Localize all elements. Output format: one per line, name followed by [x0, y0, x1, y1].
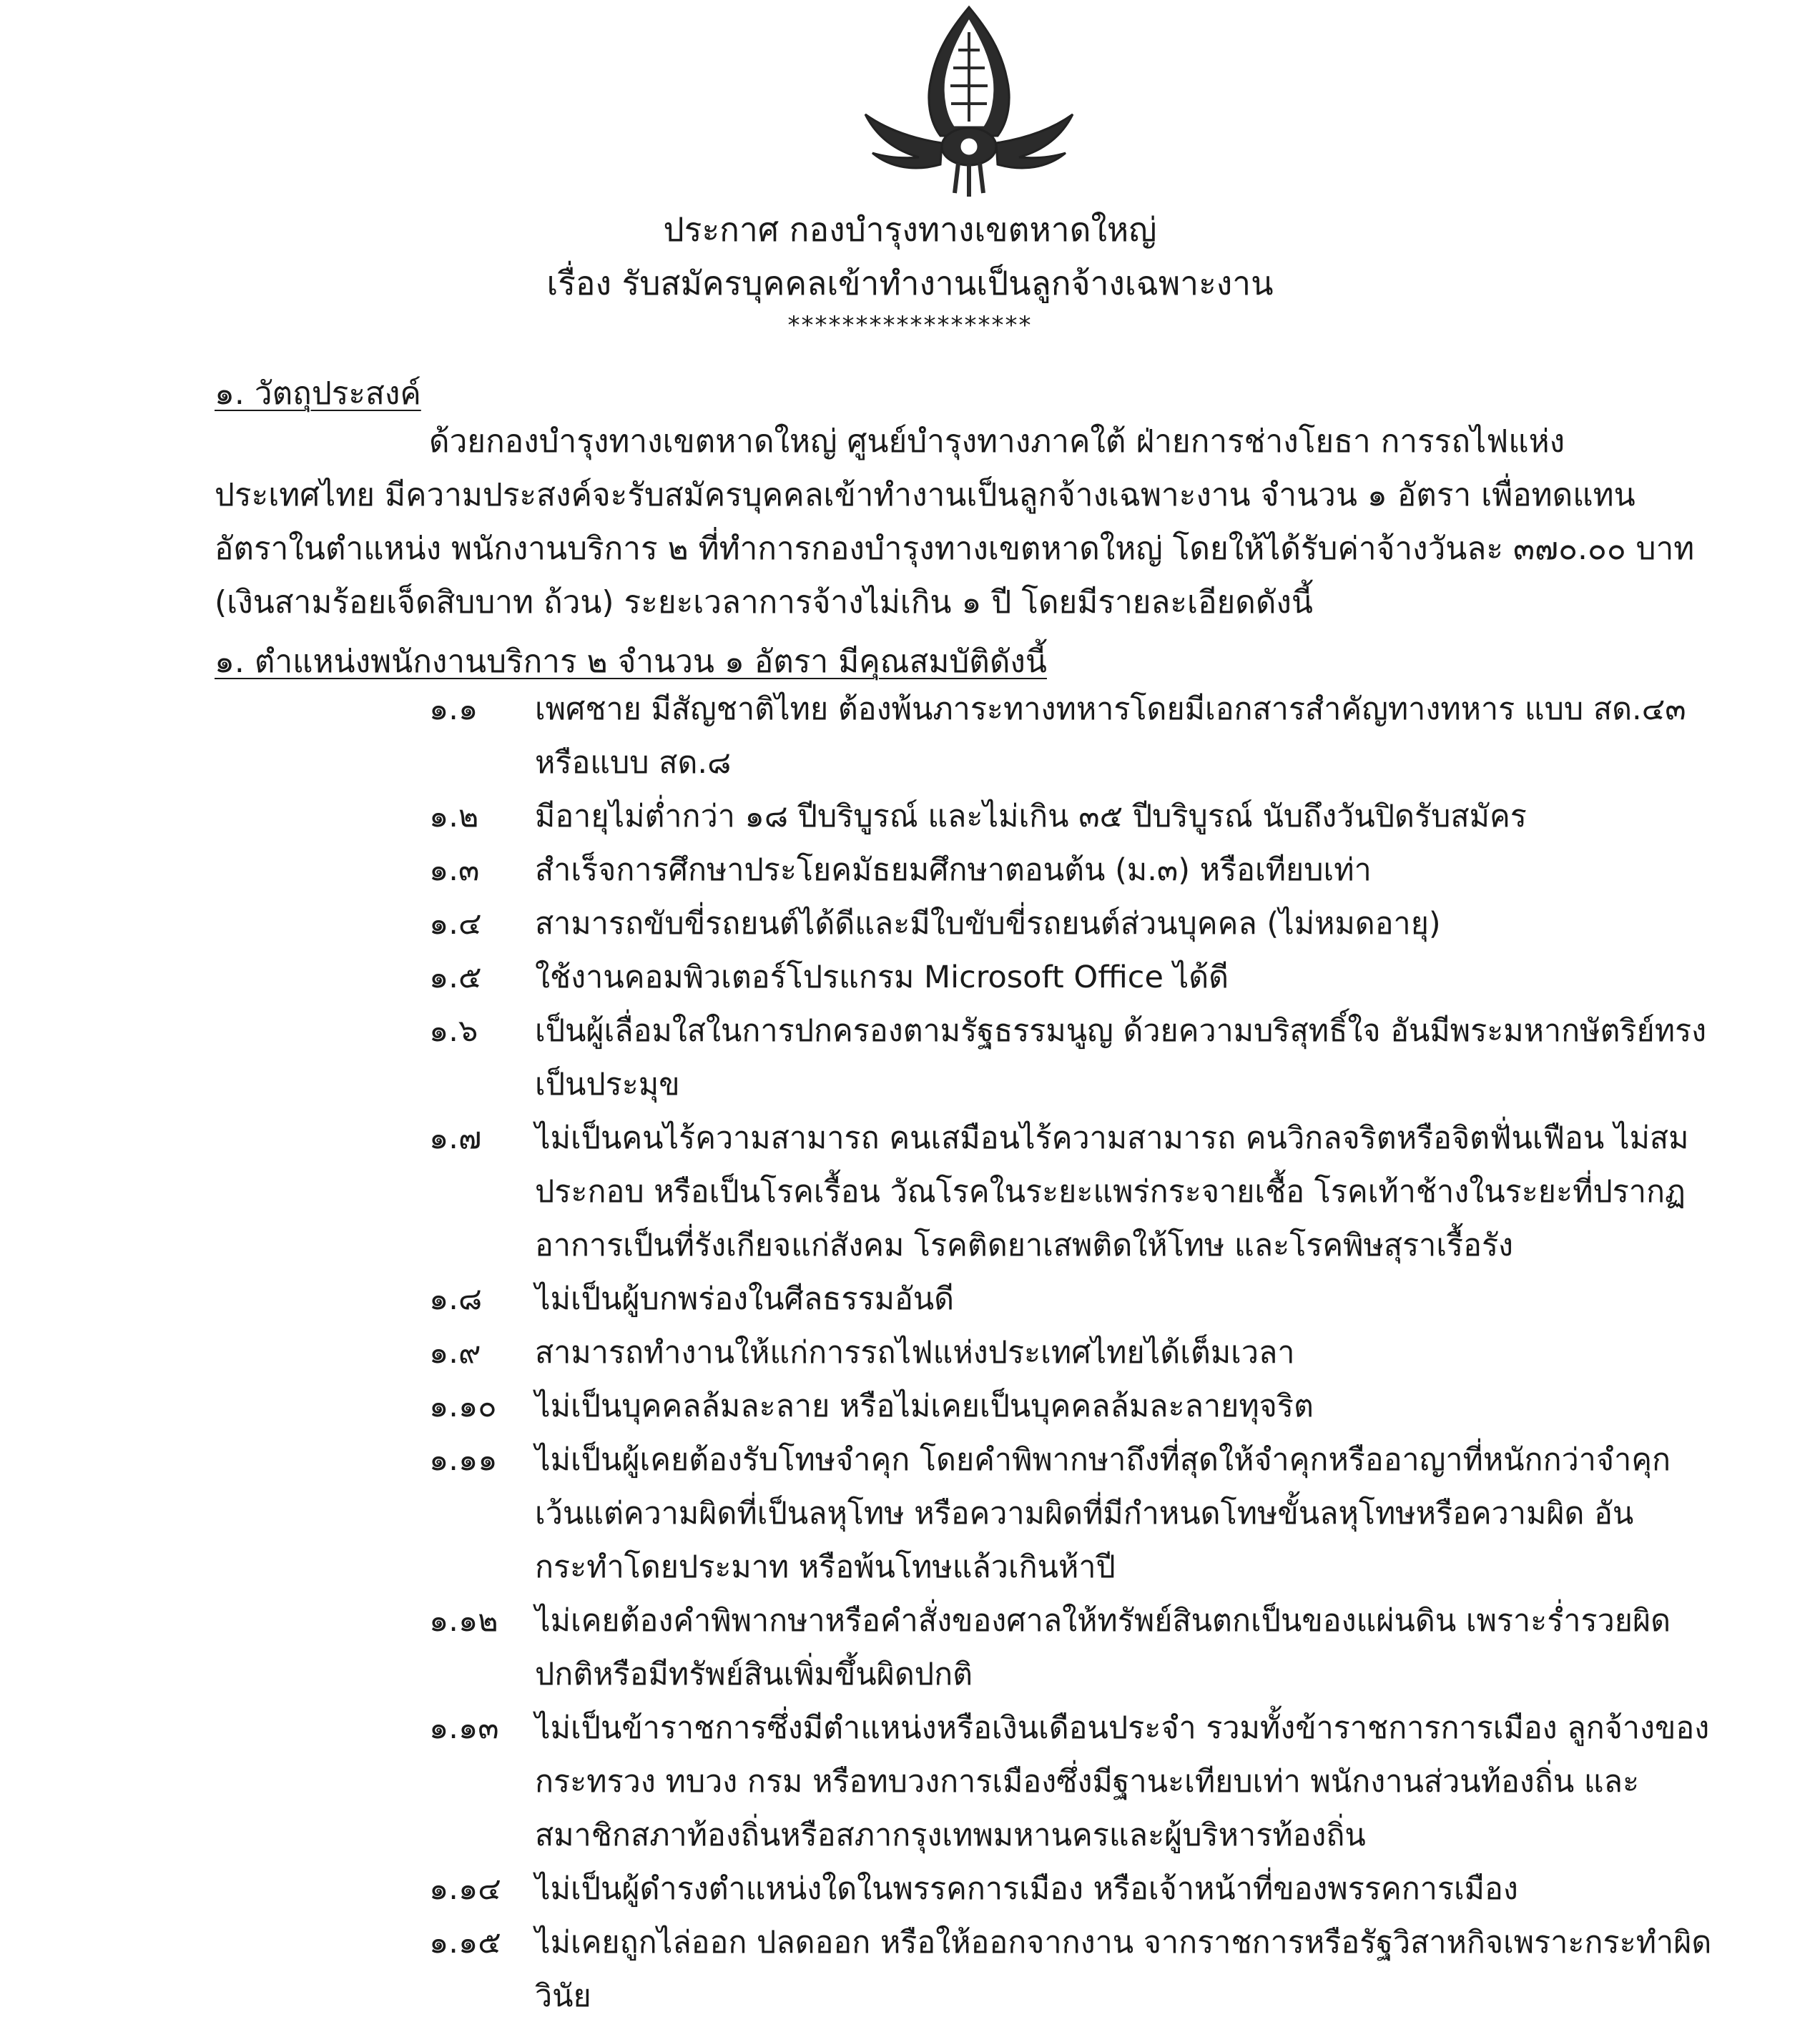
section-position-title: ๑. ตำแหน่งพนักงานบริการ ๒ จำนวน ๑ อัตรา มีคุณสมบัติดังนี้ [215, 643, 1047, 680]
qualification-number: ๑.๖ [429, 1013, 478, 1049]
qualification-number: ๑.๒ [429, 799, 479, 834]
qualification-text: เป็นผู้เลื่อมใสในการปกครองตามรัฐธรรมนูญ ด้วยความบริสุทธิ์ใจ อันมีพระมหากษัตริย์ทรงเป็นประมุข [535, 1013, 1707, 1103]
qualification-number: ๑.๑๓ [429, 1710, 499, 1746]
qualification-text: ไม่เป็นผู้บกพร่องในศีลธรรมอันดี [535, 1281, 955, 1317]
qualification-number: ๑.๑๐ [429, 1389, 497, 1424]
qualification-number: ๑.๑๑ [429, 1442, 498, 1478]
announcement-title: ประกาศ กองบำรุงทางเขตหาดใหญ่ [663, 210, 1157, 249]
qualification-number: ๑.๑๒ [429, 1603, 498, 1639]
qualification-number: ๑.๑๔ [429, 1871, 501, 1907]
qualification-text: ไม่เคยต้องคำพิพากษาหรือคำสั่งของศาลให้ทรัพย์สินตกเป็นของแผ่นดิน เพราะร่ำรวยผิดปกติหรือมีทรัพย์สินเพิ่มขึ้นผิดปกติ [535, 1603, 1671, 1692]
qualification-number: ๑.๔ [429, 906, 482, 942]
qualification-text: ไม่เป็นคนไร้ความสามารถ คนเสมือนไร้ความสามารถ คนวิกลจริตหรือจิตฟั่นเฟือน ไม่สมประกอบ หรือเป็นโรคเรื้อน วัณโรคในระยะแพร่กระจายเชื้อ โรคเท้าช้างในระยะที่ปรากฏอาการเป็นที่รังเกียจแก่สังคม โรคติดยาเสพติดให้โทษ และโรคพิษสุราเรื้อรัง [535, 1120, 1689, 1263]
qualification-text: สำเร็จการศึกษาประโยคมัธยมศึกษาตอนต้น (ม.๓) หรือเทียบเท่า [535, 852, 1372, 888]
garuda-emblem-icon [851, 0, 1087, 207]
qualification-number: ๑.๑๕ [429, 1925, 501, 1961]
qualification-text: ไม่เป็นบุคคลล้มละลาย หรือไม่เคยเป็นบุคคลล้มละลายทุจริต [535, 1389, 1314, 1424]
qualification-number: ๑.๕ [429, 960, 482, 995]
qualification-text: ใช้งานคอมพิวเตอร์โปรแกรม Microsoft Office ได้ดี [535, 960, 1229, 995]
qualification-text: สามารถขับขี่รถยนต์ได้ดีและมีใบขับขี่รถยนต์ส่วนบุคคล (ไม่หมดอายุ) [535, 906, 1441, 942]
qualification-number: ๑.๘ [429, 1281, 483, 1317]
qualification-text: ไม่เป็นผู้ดำรงตำแหน่งใดในพรรคการเมือง หรือเจ้าหน้าที่ของพรรคการเมือง [535, 1871, 1518, 1907]
qualification-text: ไม่เป็นข้าราชการซึ่งมีตำแหน่งหรือเงินเดือนประจำ รวมทั้งข้าราชการการเมือง ลูกจ้างของกระทรวง ทบวง กรม หรือทบวงการเมืองซึ่งมีฐานะเทียบเท่า พนักงานส่วนท้องถิ่น และสมาชิกสภาท้องถิ่นหรือสภากรุงเทพมหานครและผู้บริหารท้องถิ่น [535, 1710, 1710, 1853]
section-objective-title: ๑. วัตถุประสงค์ [215, 375, 421, 412]
announcement-subject: เรื่อง รับสมัครบุคคลเข้าทำงานเป็นลูกจ้างเฉพาะงาน [546, 264, 1274, 302]
qualification-number: ๑.๙ [429, 1335, 481, 1371]
objective-paragraph-text: ด้วยกองบำรุงทางเขตหาดใหญ่ ศูนย์บำรุงทางภาคใต้ ฝ่ายการช่างโยธา การรถไฟแห่งประเทศไทย มีความประสงค์จะรับสมัครบุคคลเข้าทำงานเป็นลูกจ้างเฉพาะงาน จำนวน ๑ อัตรา เพื่อทดแทนอัตราในตำแหน่ง พนักงานบริการ ๒ ที่ทำการกองบำรุงทางเขตหาดใหญ่ โดยให้ได้รับค่าจ้างวันละ ๓๗๐.๐๐ บาท (เงินสามร้อยเจ็ดสิบบาท ถ้วน) ระยะเวลาการจ้างไม่เกิน ๑ ปี โดยมีรายละเอียดดังนี้ [215, 423, 1695, 621]
objective-paragraph [215, 415, 1695, 629]
qualification-text: สามารถทำงานให้แก่การรถไฟแห่งประเทศไทยได้เต็มเวลา [535, 1335, 1295, 1371]
qualification-text: ไม่เป็นผู้เคยต้องรับโทษจำคุก โดยคำพิพากษาถึงที่สุดให้จำคุกหรืออาญาที่หนักกว่าจำคุก เว้นแต่ความผิดที่เป็นลหุโทษ หรือความผิดที่มีกำหนดโทษขั้นลหุโทษหรือความผิด อันกระทำโดยประมาท หรือพ้นโทษแล้วเกินห้าปี [535, 1442, 1671, 1585]
qualification-text: มีอายุไม่ต่ำกว่า ๑๘ ปีบริบูรณ์ และไม่เกิน ๓๕ ปีบริบูรณ์ นับถึงวันปิดรับสมัคร [535, 799, 1527, 834]
qualification-text: ไม่เคยถูกไล่ออก ปลดออก หรือให้ออกจากงาน จากราชการหรือรัฐวิสาหกิจเพราะกระทำผิดวินัย [535, 1925, 1712, 2014]
qualification-number: ๑.๓ [429, 852, 480, 888]
qualification-number: ๑.๑ [429, 691, 478, 727]
qualification-text: เพศชาย มีสัญชาติไทย ต้องพ้นภาระทางทหารโดยมีเอกสารสำคัญทางทหาร แบบ สด.๔๓ หรือแบบ สด.๘ [535, 691, 1686, 781]
separator-stars: ****************** [787, 311, 1033, 340]
qualification-number: ๑.๗ [429, 1120, 482, 1156]
